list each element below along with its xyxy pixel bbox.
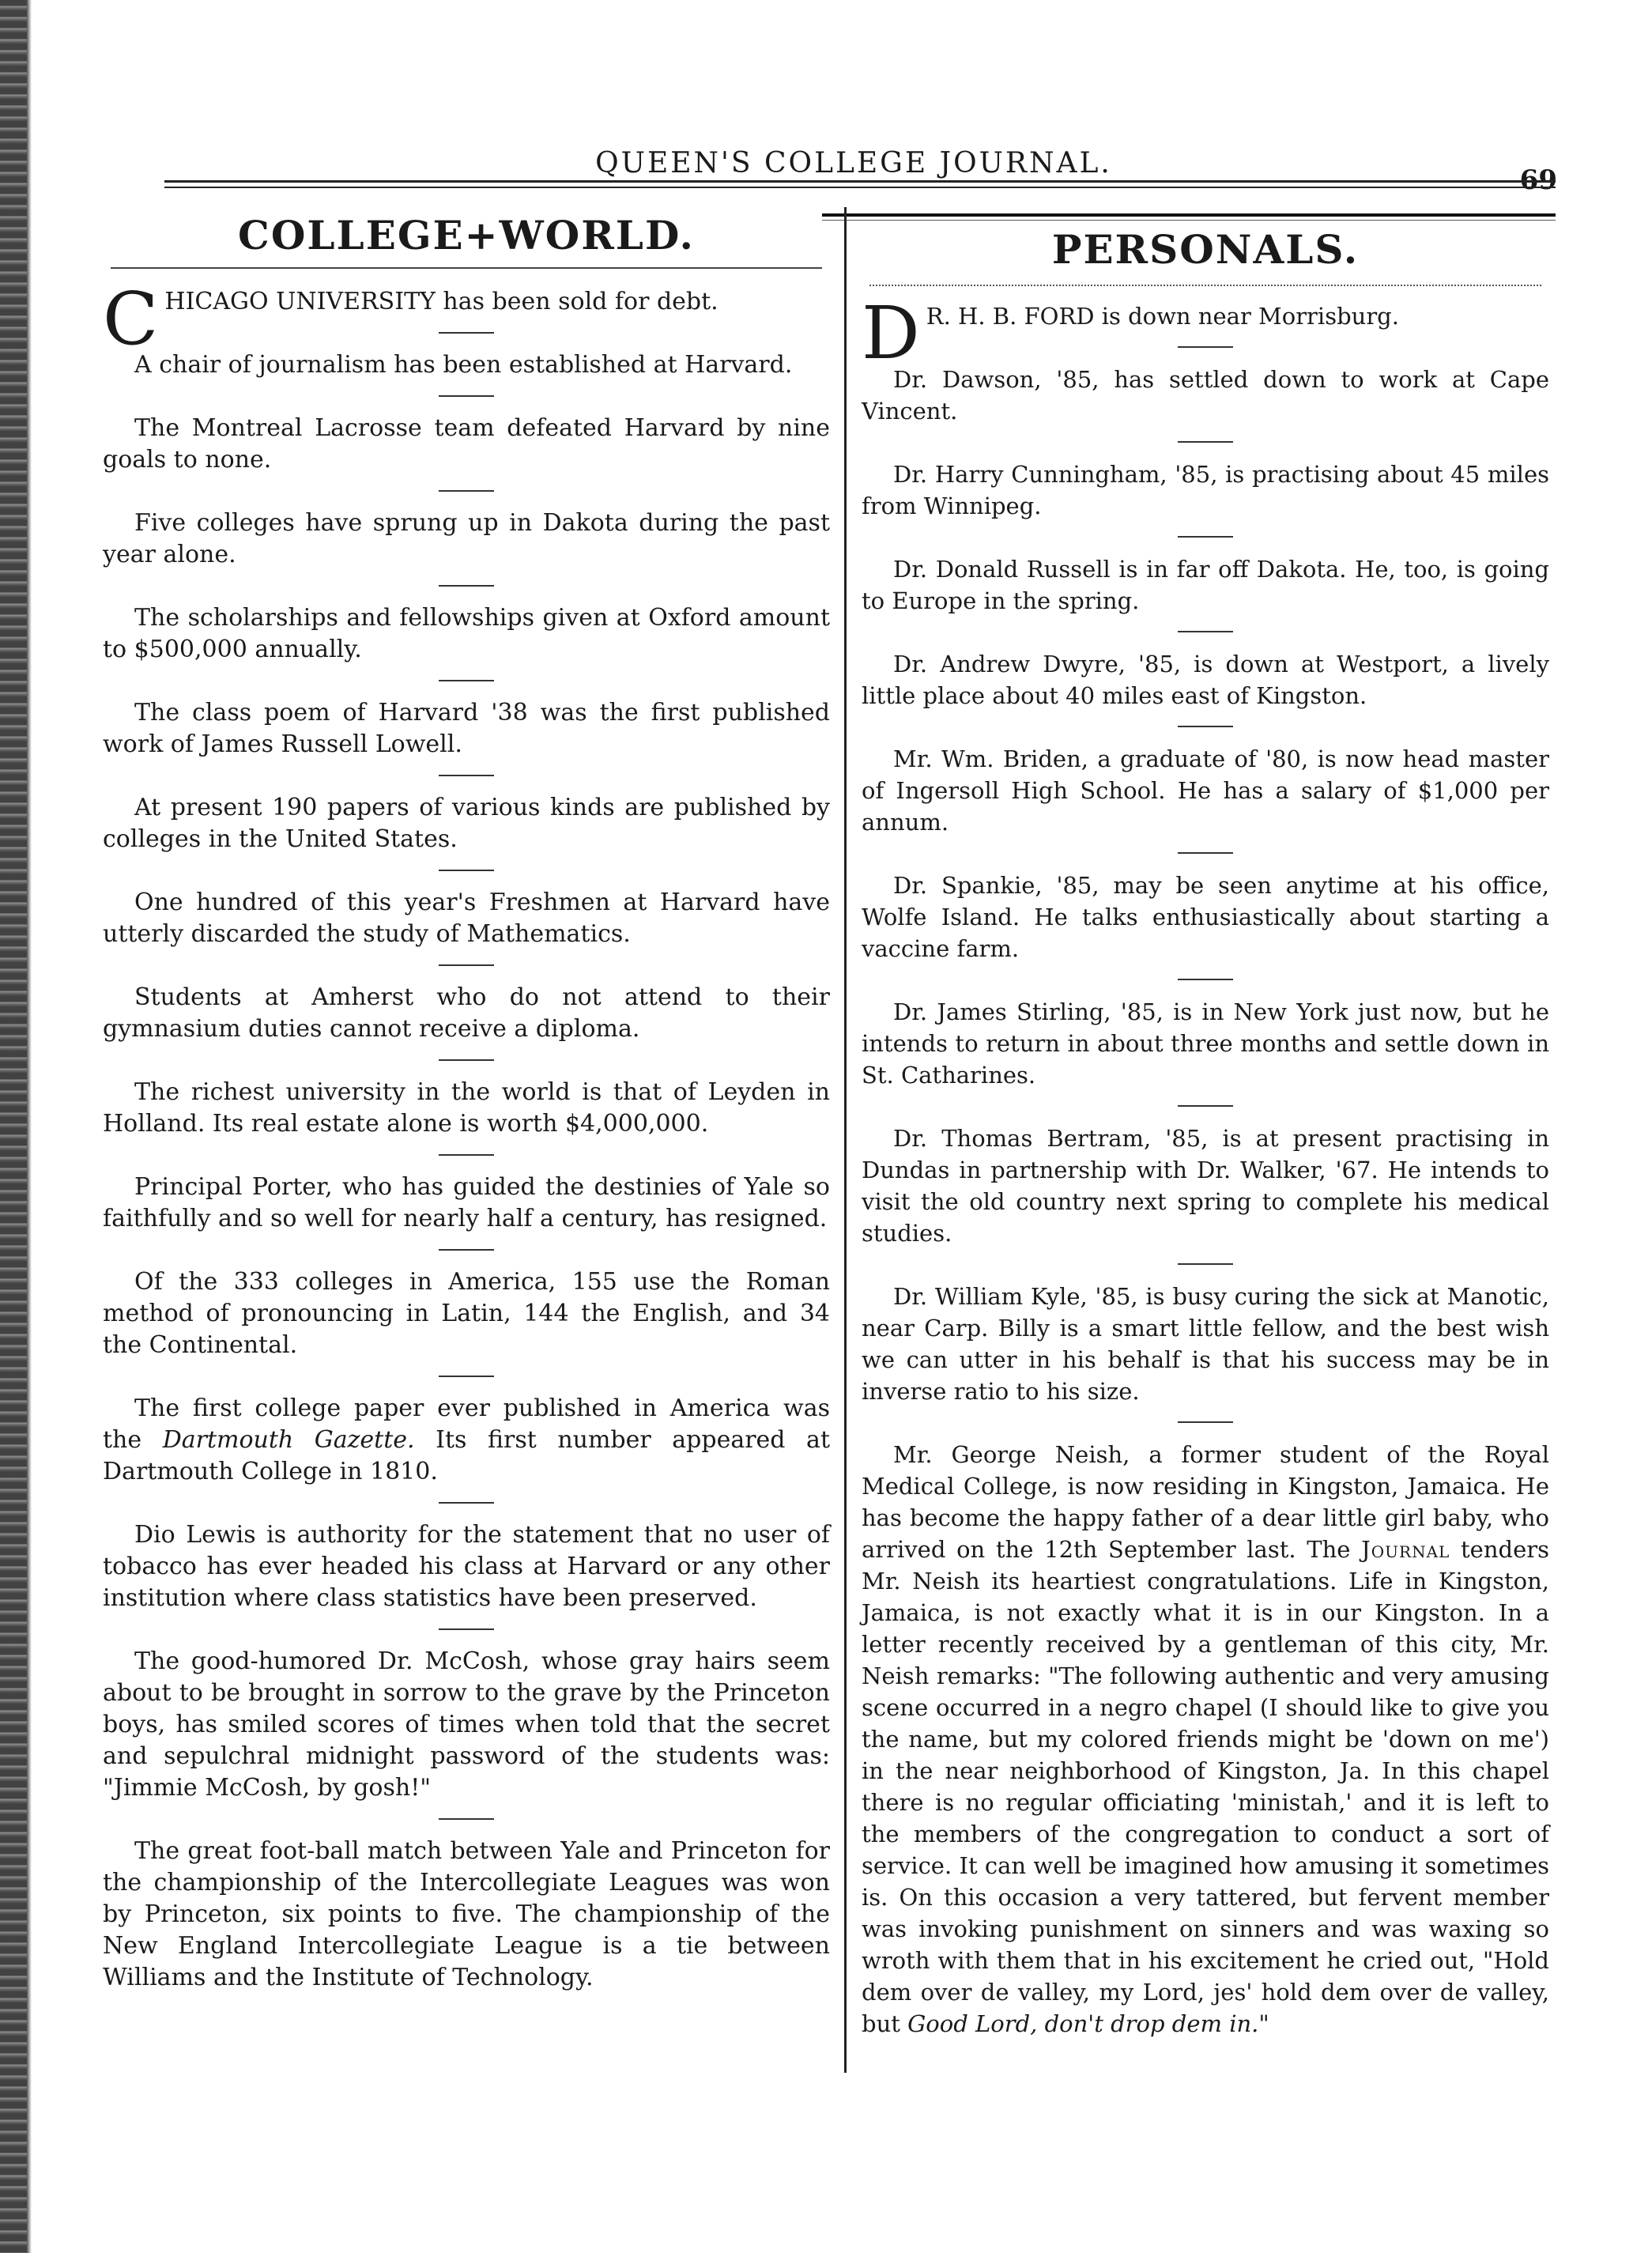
news-item-text: The richest university in the world is that of Leyden in Holland. Its real estate alone is worth $4,000,000. — [103, 1078, 830, 1138]
personal-item-text: Dr. James Stirling, '85, is in New York just now, but he intends to return in about three months and settle down in St. Catharines. — [862, 998, 1549, 1089]
item-separator — [1178, 346, 1233, 348]
news-item-text: One hundred of this year's Freshmen at Harvard have utterly discarded the study of Mathematics. — [103, 889, 830, 948]
news-item-text: Five colleges have sprung up in Dakota during the past year alone. — [103, 509, 830, 568]
item-separator — [1178, 979, 1233, 980]
personal-item-text: Dr. Thomas Bertram, '85, is at present practising in Dundas in partnership with Dr. Walker, '67. He intends to visit the old country next spring to complete his medical studies. — [862, 1125, 1549, 1247]
item-separator — [439, 964, 494, 966]
news-item — [103, 602, 830, 666]
item-separator — [1178, 1263, 1233, 1265]
news-item-text: Principal Porter, who has guided the destinies of Yale so faithfully and so well for nearly half a century, has resigned. — [103, 1173, 830, 1232]
news-item — [103, 349, 830, 381]
section-title-personals: PERSONALS. — [1051, 226, 1360, 273]
personal-item-text: Mr. George Neish, a former student of the Royal Medical College, is now residing in Kingston, Jamaica. He has become the happy father of a dear little girl baby, who arrived on the 12th September last. The — [862, 1441, 1549, 1563]
personal-item — [862, 1123, 1549, 1249]
item-separator — [439, 1249, 494, 1251]
college-world-column — [103, 207, 830, 1994]
personal-item-text: Dr. Andrew Dwyre, '85, is down at Westport, a lively little place about 40 miles east of Kingston. — [862, 651, 1549, 709]
personal-item-text: Dr. Dawson, '85, has settled down to work at Cape Vincent. — [862, 366, 1549, 425]
personal-item — [862, 291, 1549, 376]
news-item — [103, 1519, 830, 1614]
news-item — [103, 982, 830, 1045]
news-item — [103, 697, 830, 760]
personal-item-text: Mr. Wm. Briden, a graduate of '80, is now head master of Ingersoll High School. He has a salary of $1,000 per annum. — [862, 745, 1549, 836]
item-separator — [439, 585, 494, 587]
news-item — [103, 1393, 830, 1488]
news-item — [103, 1172, 830, 1235]
news-item-text: A chair of journalism has been established at Harvard. — [134, 351, 793, 379]
item-separator — [439, 332, 494, 334]
personal-item-text: Dr. Harry Cunningham, '85, is practising about 45 miles from Winnipeg. — [862, 461, 1549, 519]
news-item — [103, 887, 830, 950]
item-separator — [1178, 631, 1233, 632]
personal-item-text: Dr. Donald Russell is in far off Dakota. He, too, is going to Europe in the spring. — [862, 556, 1549, 614]
page-number: 69 — [1519, 164, 1557, 196]
page-binding-edge — [0, 0, 27, 2253]
item-separator — [1178, 726, 1233, 727]
news-item — [103, 1836, 830, 1994]
item-separator — [1178, 1105, 1233, 1107]
news-item-text: HICAGO UNIVERSITY has been sold for debt. — [164, 288, 719, 315]
news-item-text: The class poem of Harvard '38 was the first published work of James Russell Lowell. — [103, 699, 830, 758]
item-separator — [439, 870, 494, 871]
item-separator — [439, 775, 494, 776]
personal-item — [862, 1281, 1549, 1407]
item-separator — [439, 1502, 494, 1504]
personal-item-text: R. H. B. FORD is down near Morrisburg. — [926, 303, 1399, 330]
header-rule-top — [164, 180, 1556, 183]
quotation-italic: Good Lord, don't drop dem in. — [907, 2010, 1259, 2037]
newspaper-title: Dartmouth Gazette. — [162, 1426, 415, 1454]
personal-item — [862, 743, 1549, 838]
journal-name: Journal — [1361, 1536, 1450, 1563]
personal-item — [862, 459, 1549, 522]
item-separator — [439, 1059, 494, 1061]
closing-quote: " — [1258, 2010, 1269, 2037]
header-rule-bottom — [164, 187, 1556, 188]
drop-cap: D — [862, 291, 920, 376]
news-item — [103, 508, 830, 571]
section-title-college-world: COLLEGE+WORLD. — [238, 212, 695, 259]
item-separator — [1178, 536, 1233, 538]
personal-item — [862, 364, 1549, 427]
item-separator — [1178, 1421, 1233, 1423]
news-item — [103, 792, 830, 855]
section-title-rule — [111, 267, 822, 269]
item-separator — [439, 1628, 494, 1630]
item-separator — [439, 1154, 494, 1156]
column-divider — [844, 207, 847, 2073]
personal-item — [862, 553, 1549, 617]
news-item — [103, 277, 830, 361]
personal-item — [862, 648, 1549, 711]
drop-cap: C — [103, 277, 159, 361]
news-item-text: Its first number appeared at Dartmouth College in 1810. — [103, 1426, 830, 1485]
news-item-text: The good-humored Dr. McCosh, whose gray hairs seem about to be brought in sorrow to the grave by the Princeton boys, has smiled scores of times when told that the secret and sepulchral midnight password of the students was: "Jimmie McCosh, by gosh!" — [103, 1647, 830, 1802]
personal-item-neish — [862, 1439, 1549, 2040]
personal-item — [862, 996, 1549, 1091]
personal-item-text: Dr. William Kyle, '85, is busy curing the sick at Manotic, near Carp. Billy is a smart little fellow, and the best wish we can utter in his behalf is that his success may be in inverse ratio to his size. — [862, 1283, 1549, 1405]
item-separator — [439, 395, 494, 397]
news-item — [103, 1646, 830, 1804]
personal-item-text: tenders Mr. Neish its heartiest congratulations. Life in Kingston, Jamaica, is not exactly what it is in our Kingston. In a letter recently received by a gentleman of this city, Mr. Neish remarks: "The following authentic and very amusing scene occurred in a negro chapel (I should like to give you the name, but my colored friends might be 'down on me') in the near neighborhood of Kingston, Ja. In this chapel there is no regular officiating 'ministah,' and it is left to the members of the congregation to conduct a sort of service. It can well be imagined how amusing it sometimes is. On this occasion a very tattered, but fervent member was invoking punishment on sinners and was waxing so wroth with them that in his excitement he cried out, "Hold dem over de valley, my Lord, jes' hold dem over de valley, but — [862, 1536, 1549, 2037]
item-separator — [439, 680, 494, 681]
item-separator — [1178, 441, 1233, 443]
news-item-text: The great foot-ball match between Yale and Princeton for the championship of the Intercollegiate Leagues was won by Princeton, six points to five. The championship of the New England Intercollegiate League is a tie between Williams and the Institute of Technology. — [103, 1837, 830, 1991]
personals-column — [862, 207, 1549, 2040]
news-item-text: Students at Amherst who do not attend to their gymnasium duties cannot receive a diploma. — [103, 983, 830, 1043]
personal-item-text: Dr. Spankie, '85, may be seen anytime at his office, Wolfe Island. He talks enthusiastically about starting a vaccine farm. — [862, 872, 1549, 962]
news-item-text: The scholarships and fellowships given at Oxford amount to $500,000 annually. — [103, 604, 830, 663]
news-item-text: At present 190 papers of various kinds are published by colleges in the United States. — [103, 794, 830, 853]
section-title-rule — [869, 285, 1541, 286]
news-item — [103, 413, 830, 476]
news-item-text: The first college paper ever published in America was the — [103, 1394, 830, 1454]
item-separator — [1178, 852, 1233, 854]
news-item — [103, 1266, 830, 1361]
news-item-text: Dio Lewis is authority for the statement that no user of tobacco has ever headed his class at Harvard or any other institution where class statistics have been preserved. — [103, 1521, 830, 1612]
personal-item — [862, 870, 1549, 964]
news-item-text: Of the 333 colleges in America, 155 use the Roman method of pronouncing in Latin, 144 the English, and 34 the Continental. — [103, 1268, 830, 1359]
running-head: QUEEN'S COLLEGE JOURNAL. — [595, 147, 1112, 179]
binding-shadow — [27, 0, 32, 2253]
item-separator — [439, 490, 494, 492]
item-separator — [439, 1818, 494, 1820]
news-item — [103, 1077, 830, 1140]
news-item-text: The Montreal Lacrosse team defeated Harvard by nine goals to none. — [103, 414, 830, 474]
item-separator — [439, 1376, 494, 1377]
